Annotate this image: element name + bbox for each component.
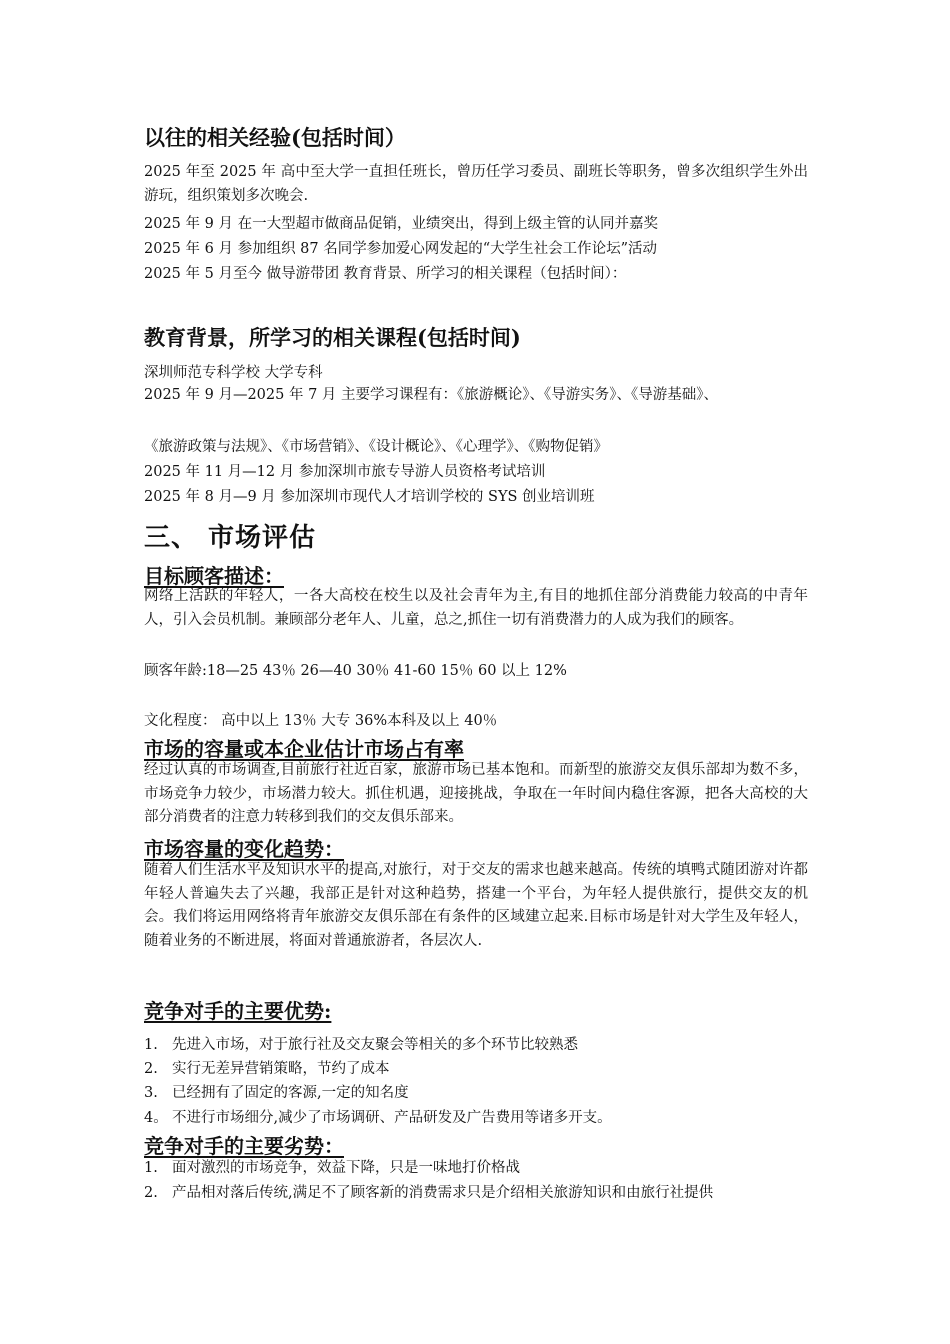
list-item-text: 已经拥有了固定的客源,一定的知名度 (172, 1085, 409, 1101)
experience-line-3: 2025 年 6 月 参加组织 87 名同学参加爱心网发起的“大学生社会工作论坛”活动 (144, 241, 658, 257)
list-item-number: 2. (144, 1185, 158, 1201)
list-item (144, 1035, 578, 1055)
list-item-text: 先进入市场，对于旅行社及交友聚会等相关的多个环节比较熟悉 (172, 1037, 578, 1053)
list-item-text: 实行无差异营销策略，节约了成本 (172, 1061, 390, 1077)
education-line-4: 2025 年 11 月—12 月 参加深圳市旅专导游人员资格考试培训 (144, 464, 546, 480)
list-item-number: 1. (144, 1037, 158, 1053)
education-paragraph-2: 2025 年 9 月—2025 年 7 月 主要学习课程有：《旅游概论》、《导游实务》、《导游基础》、 (144, 387, 719, 403)
list-item (144, 1059, 390, 1079)
education-line-5: 2025 年 8 月—9 月 参加深圳市现代人才培训学校的 SYS 创业培训班 (144, 489, 595, 505)
market-capacity-heading: 市场的容量或本企业估计市场占有率 (144, 737, 464, 761)
target-customer-heading: 目标顾客描述： (144, 564, 284, 588)
list-item-number: 4。 (144, 1110, 168, 1126)
list-item-text: 产品相对落后传统,满足不了顾客新的消费需求只是介绍相关旅游知识和由旅行社提供 (172, 1185, 714, 1201)
list-item (144, 1083, 409, 1103)
list-item-number: 2. (144, 1061, 158, 1077)
list-item-text: 不进行市场细分,减少了市场调研、产品研发及广告费用等诸多开支。 (172, 1110, 612, 1126)
list-item (144, 1158, 520, 1178)
target-customer-paragraph: 网络上活跃的年轻人，一各大高校在校生以及社会青年为主,有目的地抓住部分消费能力较高的中青年人，引入会员机制。兼顾部分老年人、儿童，总之,抓住一切有消费潜力的人成为我们的顾客。 (144, 588, 808, 628)
education-line-1: 深圳师范专科学校 大学专科 (144, 365, 323, 381)
list-item-number: 3. (144, 1085, 158, 1101)
list-item (144, 1183, 713, 1203)
education-heading: 教育背景，所学习的相关课程(包括时间) (144, 325, 521, 350)
market-trend-heading: 市场容量的变化趋势： (144, 837, 344, 861)
list-item (144, 1108, 612, 1128)
market-trend-paragraph: 随着人们生活水平及知识水平的提高,对旅行，对于交友的需求也越来越高。传统的填鸭式随团游对许都年轻人普遍失去了兴趣，我部正是针对这种趋势，搭建一个平台，为年轻人提供旅行，提供交友的机会。我们将运用网络将青年旅游交友俱乐部在有条件的区域建立起来.目标市场是针对大学生及年轻人，随着业务的不断进展，将面对普通旅游者，各层次人. (144, 862, 808, 949)
list-item-text: 面对激烈的市场竞争，效益下降，只是一味地打价格战 (172, 1160, 520, 1176)
competitor-strengths-heading: 竞争对手的主要优势: (144, 999, 332, 1023)
experience-heading: 以往的相关经验(包括时间） (144, 125, 406, 150)
competitor-weaknesses-heading: 竞争对手的主要劣势： (144, 1134, 344, 1158)
education-level-line: 文化程度： 高中以上 13％ 大专 36%本科及以上 40％ (144, 713, 498, 729)
experience-line-2: 2025 年 9 月 在一大型超市做商品促销，业绩突出，得到上级主管的认同并嘉奖 (144, 216, 659, 232)
experience-paragraph-1: 2025 年至 2025 年 高中至大学一直担任班长，曾历任学习委员、副班长等职务，曾多次组织学生外出游玩，组织策划多次晚会. (144, 164, 808, 204)
market-capacity-paragraph: 经过认真的市场调查,目前旅行社近百家，旅游市场已基本饱和。而新型的旅游交友俱乐部却为数不多，市场竞争力较少，市场潜力较大。抓住机遇，迎接挑战，争取在一年时间内稳住客源，把各大高校的大部分消费者的注意力转移到我们的交友俱乐部来。 (144, 762, 808, 825)
list-item-number: 1. (144, 1160, 158, 1176)
education-line-3: 《旅游政策与法规》、《市场营销》、《设计概论》、《心理学》、《购物促销》 (144, 439, 608, 455)
customer-age-line: 顾客年龄:18—25 43％ 26—40 30％ 41-60 15％ 60 以上 12% (144, 663, 567, 679)
section-3-title: 三、 市场评估 (144, 523, 317, 553)
experience-line-4: 2025 年 5 月至今 做导游带团 教育背景、所学习的相关课程（包括时间）： (144, 266, 627, 282)
